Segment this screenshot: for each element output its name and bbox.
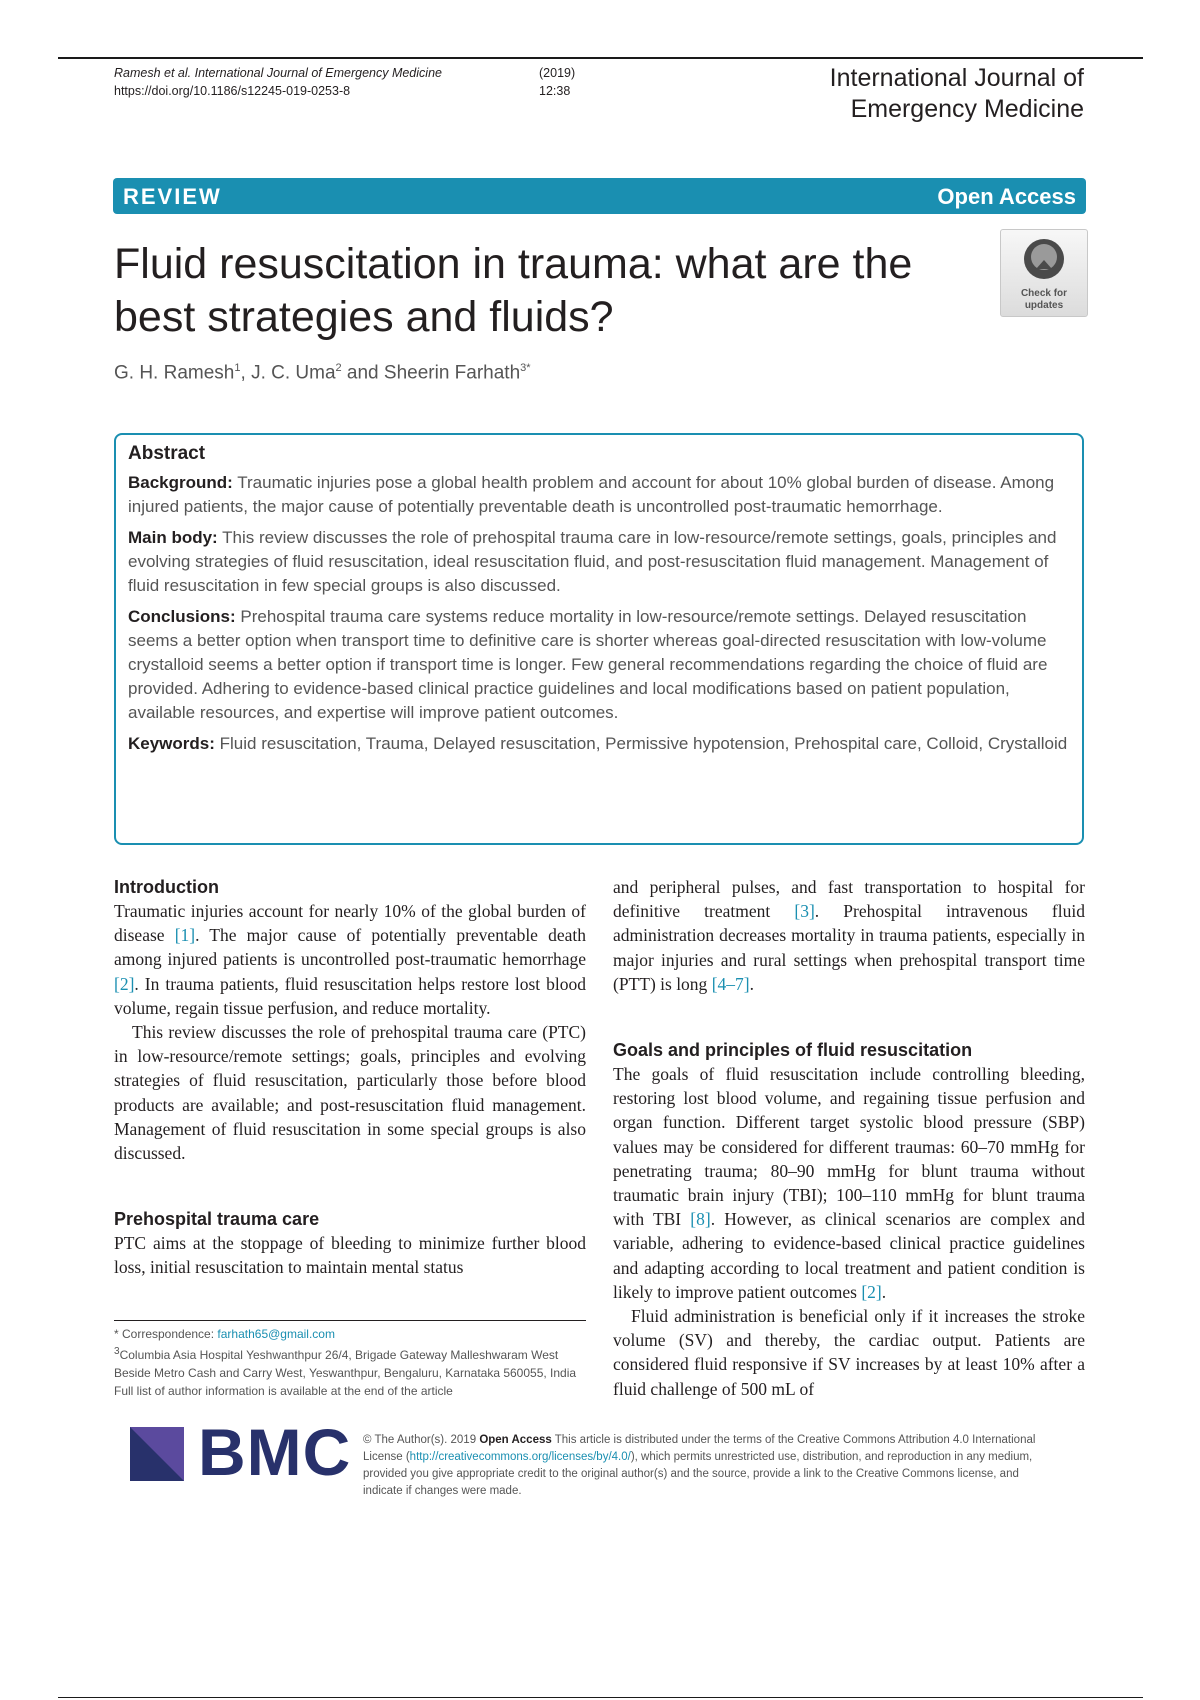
author-affil: 2 [335,362,342,374]
author-separator: , [240,362,252,384]
author-affil: 1 [234,362,241,374]
check-badge-line1: Check for [1020,288,1068,299]
article-type-label: REVIEW [123,184,222,209]
open-access-bold: Open Access [479,1434,552,1446]
text-run: . Prehospital intravenous fluid administration decreases mortality in trauma patients, especially in major injuries and rural settings when prehospital transport time (PTT) is long [613,901,1085,994]
text-run: Traumatic injuries account for nearly 10% of the global burden of disease [114,901,586,946]
bmc-logo-text: BMC [198,1415,352,1489]
text-run: . [881,1281,887,1302]
intro-paragraph-2: This review discusses the role of prehospital trauma care (PTC) in low-resource/remote settings; goals, principles and evolving strategies of fluid resuscitation, particularly those before blood products are available; and post-resuscitation fluid management. Management of fluid resuscitation in some special groups is also discussed. [114,1022,586,1164]
text-run: The goals of fluid resuscitation include controlling bleeding, restoring lost blood volume, and regaining tissue perfusion and organ function. Different target systolic blood pressure (SBP) values may be considered for different traumas: 60–70 mmHg for penetrating trauma; 80–90 mmHg for blunt trauma without traumatic brain injury (TBI); 100–110 mmHg for blunt trauma with TBI [613,1064,1085,1230]
license-url-link[interactable]: http://creativecommons.org/licenses/by/4.0/ [409,1451,631,1463]
ptc-paragraph-1: PTC aims at the stoppage of bleeding to minimize further blood loss, initial resuscitation to maintain mental status [114,1233,586,1278]
section-heading-goals: Goals and principles of fluid resuscitation [613,1040,973,1061]
author-name: Sheerin Farhath [383,362,521,384]
citation-authors: Ramesh et al. [114,66,192,80]
ptc-paragraph-continued [613,875,1085,996]
crossmark-icon [1021,236,1067,282]
intro-paragraph-1 [114,899,586,1020]
text-run: . In trauma patients, fluid resuscitation helps restore lost blood volume, regain tissue perfusion, and reduce mortality. [114,973,586,1018]
full-author-info-note: Full list of author information is available at the end of the article [114,1384,453,1398]
citation-link[interactable]: [1] [174,925,196,946]
text-run: . However, as clinical scenarios are complex and variable, adhering to evidence-based clinical practice guidelines and adapting according to local treatment and patient condition is likely to improve patient outcomes [613,1209,1085,1302]
citation-link[interactable]: [4–7] [711,973,750,994]
abstract-conclusions [128,605,1070,725]
text-run: and peripheral pulses, and fast transportation to hospital for definitive treatment [613,877,1085,922]
main-body-text: This review discusses the role of prehospital trauma care in low-resource/remote settings, goals, principles and evolving strategies of fluid resuscitation, ideal resuscitation fluid, and post-resuscitation fluid management. Management of fluid resuscitation in few special groups is also discussed. [128,528,1057,595]
section-heading-prehospital: Prehospital trauma care [114,1209,320,1230]
text-run: . [749,973,754,994]
keywords-text: Fluid resuscitation, Trauma, Delayed resuscitation, Permissive hypotension, Prehospital care, Colloid, Crystalloid [214,734,1068,753]
journal-name-line1: International Journal of [829,64,1084,92]
check-badge-line2: updates [1024,300,1064,311]
article-title: Fluid resuscitation in trauma: what are the best strategies and fluids? [114,240,913,341]
footnotes [114,1320,586,1400]
citation-link[interactable]: [8] [690,1209,711,1230]
bottom-rule [58,1697,1143,1698]
correspondence-label: * Correspondence: [114,1327,218,1341]
main-body-label: Main body: [128,528,218,547]
check-for-updates-badge[interactable] [1000,229,1088,317]
journal-name [724,63,1084,125]
affiliation-text: Columbia Asia Hospital Yeshwanthpur 26/4, Brigade Gateway Malleshwaram West Beside Metro Cash and Carry West, Yeswanthpur, Bengaluru, Karnataka 560055, India [114,1348,577,1380]
conclusions-label: Conclusions: [128,607,236,626]
citation-link[interactable]: [2] [861,1281,882,1302]
author-affil: 3* [520,362,531,374]
abstract-heading: Abstract [128,443,206,464]
doi-link[interactable]: https://doi.org/10.1186/s12245-019-0253-8 [114,84,351,98]
correspondence-note [114,1325,586,1343]
conclusions-text: Prehospital trauma care systems reduce mortality in low-resource/remote settings. Delayed resuscitation seems a better option when transport time to definitive care is shorter whereas goal-directed resuscitation with low-volume crystalloid seems a better option if transport time is longer. Few general recommendations regarding the choice of fluid are provided. Adhering to evidence-based clinical practice guidelines and local modifications based on patient population, available resources, and expertise will improve patient outcomes. [128,607,1048,722]
citation-year: (2019) 12:38 [539,66,576,98]
text-run: . The major cause of potentially preventable death among injured patients is uncontrolled post-traumatic hemorrhage [114,925,586,970]
goals-paragraph-1 [613,1062,1085,1304]
citation-journal: International Journal of Emergency Medicine [194,66,442,80]
bmc-logo-mark [130,1427,184,1481]
article-type-banner [113,178,1086,214]
license-text: This article is distributed under the terms of the Creative Commons Attribution 4.0 International License ( [363,1434,1036,1463]
background-text: Traumatic injuries pose a global health problem and account for about 10% global burden of disease. Among injured patients, the major cause of potentially preventable death is uncontrolled post-traumatic hemorrhage. [128,473,1055,516]
affiliation-sup: 3 [114,1346,120,1357]
author-list [114,362,531,384]
left-column [114,875,586,1280]
abstract-keywords [128,732,1070,756]
section-heading-introduction: Introduction [114,877,219,897]
keywords-label: Keywords: [128,734,215,753]
journal-name-line2: Emergency Medicine [850,95,1084,123]
citation-link[interactable]: [3] [794,901,815,922]
open-access-label: Open Access [937,184,1076,209]
background-label: Background: [128,473,233,492]
author-name: J. C. Uma [251,362,336,384]
copyright-text: © The Author(s). 2019 [363,1434,480,1446]
goals-paragraph-2: Fluid administration is beneficial only if it increases the stroke volume (SV) and thereby, the cardiac output. Patients are considered fluid responsive if SV increases by at least 10% after a fluid challenge of 500 mL of [613,1306,1085,1399]
affiliation-note [114,1343,586,1382]
citation-link[interactable]: [2] [114,973,135,994]
correspondence-email-link[interactable]: farhath65@gmail.com [217,1327,335,1341]
license-text: ), which permits unrestricted use, distribution, and reproduction in any medium, provided you give appropriate credit to the original author(s) and the source, provide a link to the Creative Commons license, and indicate if changes were made. [363,1451,1033,1497]
abstract-background [128,471,1070,519]
abstract-box [114,433,1084,845]
abstract-main-body [128,526,1070,598]
author-separator: and [341,362,384,384]
top-rule [58,57,1143,59]
citation-block [114,64,576,100]
license-notice [363,1432,1043,1500]
right-column [613,875,1085,1401]
author-name: G. H. Ramesh [114,362,235,384]
